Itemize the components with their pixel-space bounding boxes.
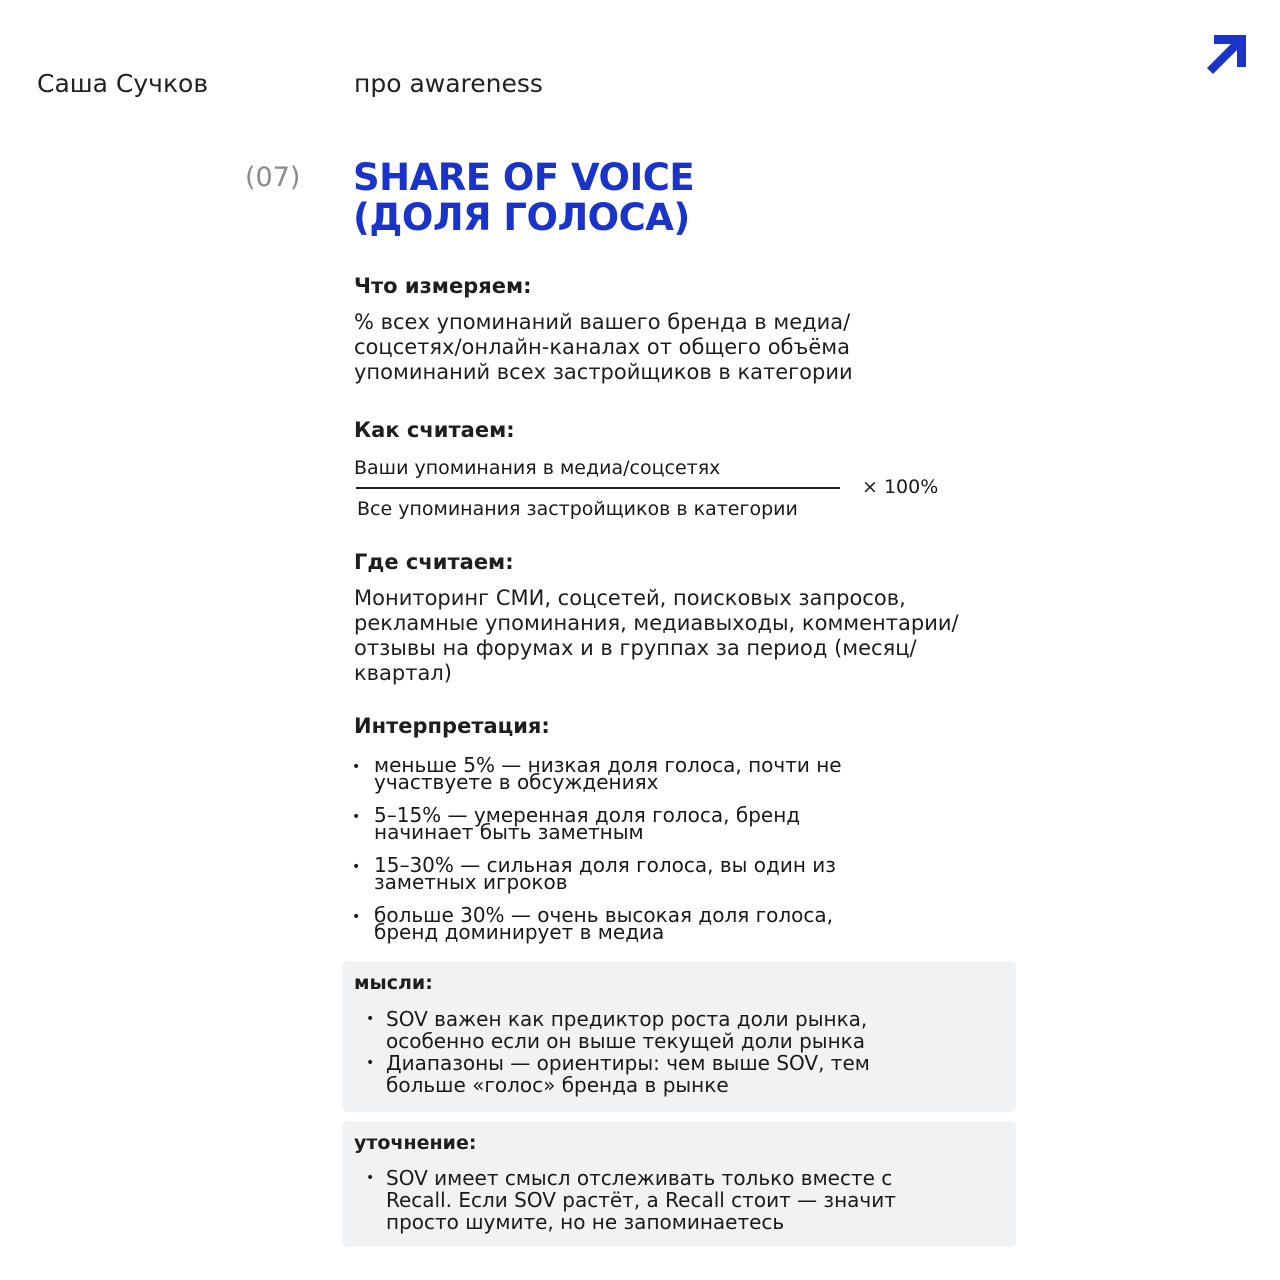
formula-fraction-bar [356, 487, 840, 489]
list-item-line: бренд доминирует в медиа [374, 920, 665, 944]
list-item-line: • 5–15% — умеренная доля голоса, бренд [374, 803, 801, 827]
list-item-line: участвуете в обсуждениях [374, 770, 659, 794]
what-line: соцсетях/онлайн-каналах от общего объёма [354, 335, 850, 359]
formula-numerator: Ваши упоминания в медиа/соцсетях [354, 457, 721, 479]
section-number: (07) [245, 162, 301, 193]
where-line: отзывы на форумах и в группах за период (месяц/ [354, 636, 917, 660]
title-line-2: (ДОЛЯ ГОЛОСА) [353, 196, 690, 239]
what-description [354, 310, 853, 385]
list-item-line: • Диапазоны — ориентиры: чем выше SOV, тем [386, 1051, 870, 1075]
list-item-line: Recall. Если SOV растёт, а Recall стоит — значит [386, 1188, 896, 1212]
list-item-line: • SOV важен как предиктор роста доли рынка, [386, 1007, 868, 1031]
what-line: % всех упоминаний вашего бренда в медиа/ [354, 310, 851, 334]
list-item [352, 753, 1012, 794]
clarification-card [342, 1121, 1016, 1247]
thoughts-list [366, 1008, 870, 1096]
list-item [352, 903, 1012, 944]
list-item-line: • SOV имеет смысл отслеживать только вместе с [386, 1166, 893, 1190]
list-item-line: больше «голос» бренда в рынке [386, 1073, 729, 1097]
list-item [366, 1052, 870, 1096]
page-title [353, 158, 694, 238]
where-line: квартал) [354, 661, 452, 685]
where-line: рекламные упоминания, медиавыходы, комментарии/ [354, 611, 959, 635]
list-item-line: особенно если он выше текущей доли рынка [386, 1029, 865, 1053]
list-item-line: • больше 30% — очень высокая доля голоса, [374, 903, 833, 927]
list-item-line: • 15–30% — сильная доля голоса, вы один из [374, 853, 836, 877]
formula-multiplier: × 100% [862, 476, 939, 498]
author-name: Саша Сучков [37, 69, 209, 98]
interpretation-heading: Интерпретация: [354, 714, 550, 738]
where-description [354, 586, 959, 686]
list-item-line: • меньше 5% — низкая доля голоса, почти не [374, 753, 842, 777]
title-line-1: SHARE OF VOICE [353, 156, 695, 199]
what-line: упоминаний всех застройщиков в категории [354, 360, 853, 384]
series-topic: про awareness [354, 69, 543, 98]
clarification-list [366, 1167, 896, 1233]
list-item [352, 803, 1012, 844]
list-item [352, 853, 1012, 894]
list-item [366, 1008, 870, 1052]
what-heading: Что измеряем: [354, 274, 532, 298]
how-heading: Как считаем: [354, 418, 515, 442]
list-item-line: начинает быть заметным [374, 820, 644, 844]
list-item-line: заметных игроков [374, 870, 568, 894]
thoughts-heading: мысли: [354, 972, 433, 994]
where-heading: Где считаем: [354, 550, 514, 574]
list-item [366, 1167, 896, 1233]
list-item-line: просто шумите, но не запоминаетесь [386, 1210, 785, 1234]
formula-denominator: Все упоминания застройщиков в категории [357, 498, 798, 520]
interpretation-list [352, 753, 1012, 957]
clarification-heading: уточнение: [354, 1132, 477, 1154]
thoughts-card [342, 961, 1016, 1112]
arrow-up-right-icon [1206, 35, 1246, 75]
where-line: Мониторинг СМИ, соцсетей, поисковых запросов, [354, 586, 906, 610]
